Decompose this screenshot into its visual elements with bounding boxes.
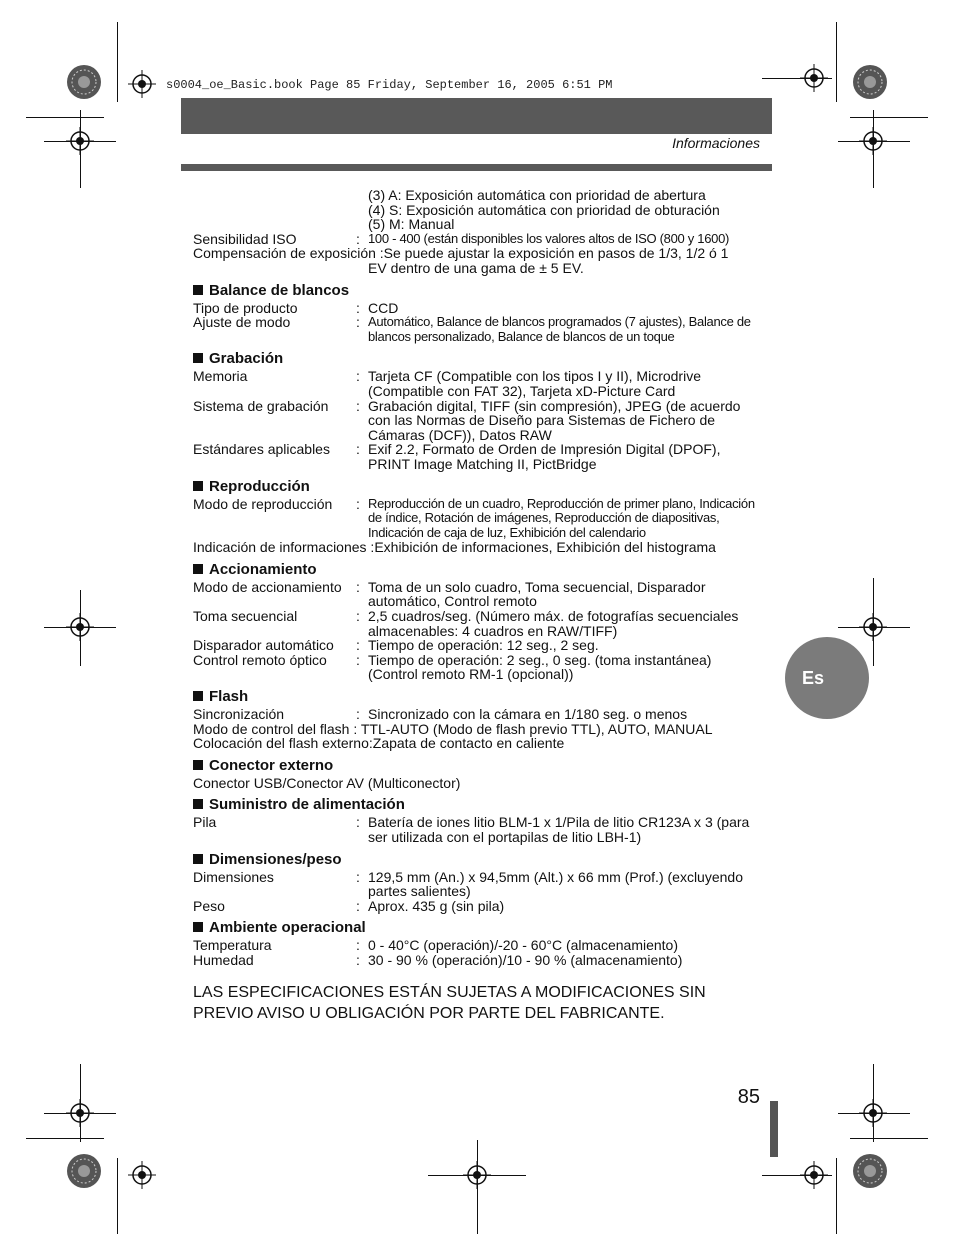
spec-row: Toma secuencial : 2,5 cuadros/seg. (Número máx. de fotografías secuenciales almacenables: 4 cuadros en RAW/TIFF)	[193, 608, 739, 639]
target-mark-icon	[800, 1161, 828, 1189]
spec-row: Temperatura : 0 - 40°C (operación)/-20 - 60°C (almacenamiento)	[193, 937, 678, 954]
section-heading: Suministro de alimentación	[193, 796, 763, 813]
specifications-notice: LAS ESPECIFICACIONES ESTÁN SUJETAS A MODIFICACIONES SIN PREVIO AVISO U OBLIGACIÓN POR PARTE DEL FABRICANTE.	[193, 984, 706, 1022]
section-heading: Dimensiones/peso	[193, 851, 763, 868]
target-mark-icon	[859, 127, 887, 155]
square-bullet-icon	[193, 799, 203, 809]
section-heading: Ambiente operacional	[193, 919, 763, 936]
spec-row: Humedad : 30 - 90 % (operación)/10 - 90 % (almacenamiento)	[193, 951, 683, 968]
language-tab-label: Es	[801, 667, 825, 688]
color-wheel-icon	[852, 1153, 888, 1189]
page-number-bar	[770, 1101, 778, 1157]
square-bullet-icon	[193, 854, 203, 864]
square-bullet-icon	[193, 481, 203, 491]
spec-row: Sincronización : Sincronizado con la cámara en 1/180 seg. o menos	[193, 706, 688, 723]
target-mark-icon	[66, 127, 94, 155]
target-mark-icon	[800, 64, 828, 92]
section-heading: Balance de blancos	[193, 282, 763, 299]
header-bar	[181, 98, 772, 134]
section-heading: Conector externo	[193, 757, 763, 774]
spec-row: Peso : Aprox. 435 g (sin pila)	[193, 897, 505, 914]
language-tab	[785, 637, 869, 719]
spec-value: Se puede ajustar la exposición en pasos de 1/3, 1/2 ó 1	[383, 245, 729, 262]
target-mark-icon	[463, 1161, 491, 1189]
spec-label: Sensibilidad ISO	[193, 230, 297, 247]
spec-value: 100 - 400 (están disponibles los valores altos de ISO (800 y 1600)	[368, 230, 730, 246]
target-mark-icon	[66, 613, 94, 641]
section-heading: Accionamiento	[193, 561, 763, 578]
target-mark-icon	[66, 1099, 94, 1127]
square-bullet-icon	[193, 760, 203, 770]
color-wheel-icon	[852, 64, 888, 100]
crop-line	[836, 22, 837, 102]
crop-line	[850, 1138, 928, 1139]
spec-row: Indicación de informaciones :Exhibición de informaciones, Exhibición del histograma	[193, 539, 716, 556]
intro-item: (3) A: Exposición automática con prioridad de abertura	[368, 187, 706, 203]
spec-row: Sistema de grabación : Grabación digital, TIFF (sin compresión), JPEG (de acuerdo con las Normas de Diseño para Sistemas de Fichero de Cámaras (DCF)), Datos RAW	[193, 397, 741, 443]
crop-line	[850, 117, 928, 118]
square-bullet-icon	[193, 285, 203, 295]
spec-row: Tipo de producto : CCD	[193, 299, 399, 316]
intro-item: (5) M: Manual	[368, 216, 455, 233]
section-heading: Reproducción	[193, 478, 763, 495]
color-wheel-icon	[66, 64, 102, 100]
book-header: s0004_oe_Basic.book Page 85 Friday, September 16, 2005 6:51 PM	[166, 78, 613, 92]
color-wheel-icon	[66, 1153, 102, 1189]
page-number: 85	[737, 1086, 760, 1108]
spec-row: Dimensiones : 129,5 mm (An.) x 94,5mm (Alt.) x 66 mm (Prof.) (excluyendo partes salientes)	[193, 868, 743, 900]
crop-line	[117, 22, 118, 102]
spec-row-exposure-cont: EV dentro de una gama de ± 5 EV.	[368, 259, 584, 276]
spec-row: Modo de control del flash : TTL-AUTO (Modo de flash previo TTL), AUTO, MANUAL	[193, 720, 713, 737]
section-label: Informaciones	[672, 135, 760, 151]
square-bullet-icon	[193, 922, 203, 932]
spec-row: Ajuste de modo : Automático, Balance de blancos programados (7 ajustes), Balance de blancos personalizado, Balance de blancos de un toque	[193, 314, 751, 344]
target-mark-icon	[859, 1099, 887, 1127]
spec-content	[193, 188, 763, 968]
header-rule	[181, 164, 772, 171]
target-mark-icon	[128, 1161, 156, 1189]
intro-item: (4) S: Exposición automática con prioridad de obturación	[368, 201, 720, 218]
square-bullet-icon	[193, 564, 203, 574]
spec-row-exposure	[193, 246, 763, 261]
section-heading: Grabación	[193, 350, 763, 367]
spec-label: Compensación de exposición :	[193, 245, 384, 262]
spec-row: Control remoto óptico : Tiempo de operación: 2 seg., 0 seg. (toma instantánea) (Control remoto RM-1 (opcional))	[193, 651, 712, 683]
crop-line	[26, 1138, 104, 1139]
crop-line	[836, 1158, 837, 1234]
target-mark-icon	[128, 70, 156, 98]
spec-row: Pila : Batería de iones litio BLM-1 x 1/Pila de litio CR123A x 3 (para ser utilizada con el portapilas de litio LBH-1)	[193, 814, 750, 845]
spec-row: Disparador automático : Tiempo de operación: 12 seg., 2 seg.	[193, 637, 599, 654]
spec-row: Conector USB/Conector AV (Multiconector)	[193, 774, 461, 791]
spec-row: Colocación del flash externo:Zapata de contacto en caliente	[193, 735, 565, 752]
target-mark-icon	[859, 613, 887, 641]
crop-line	[26, 117, 104, 118]
square-bullet-icon	[193, 691, 203, 701]
crop-line	[117, 1158, 118, 1234]
spec-row: Modo de accionamiento : Toma de un solo cuadro, Toma secuencial, Disparador automático, Control remoto	[193, 578, 706, 610]
spec-row-iso: Sensibilidad ISO : 100 - 400 (están disponibles los valores altos de ISO (800 y 1600)	[193, 232, 763, 247]
spec-row: Estándares aplicables : Exif 2.2, Formato de Orden de Impresión Digital (DPOF), PRINT Image Matching II, PictBridge	[193, 441, 721, 472]
spec-row: Memoria : Tarjeta CF (Compatible con los tipos I y II), Microdrive (Compatible con FAT 32), Tarjeta xD-Picture Card	[193, 368, 701, 399]
section-heading: Flash	[193, 688, 763, 705]
square-bullet-icon	[193, 353, 203, 363]
spec-row: Modo de reproducción : Reproducción de un cuadro, Reproducción de primer plano, Indicación de índice, Rotación de imágenes, Reproducción de diapositivas, Indicación de caja de luz, Exhibición del calendario	[193, 495, 755, 540]
